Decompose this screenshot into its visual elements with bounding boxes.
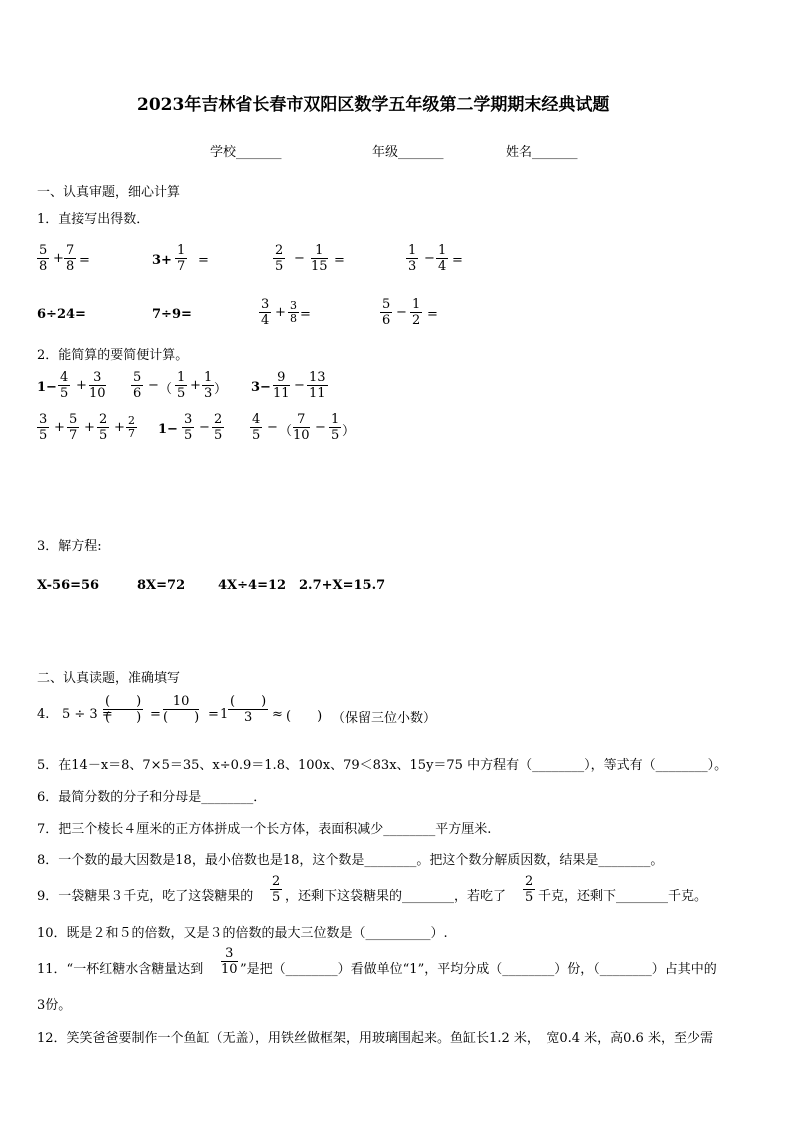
numerator: 3 bbox=[39, 412, 48, 427]
numerator: 10 bbox=[163, 694, 199, 710]
name-field: 姓名_______ bbox=[506, 145, 578, 160]
numerator: 3 bbox=[89, 370, 106, 386]
question-number: 4. bbox=[37, 707, 50, 722]
question-text: 9．一袋糖果３千克，吃了这袋糖果的 bbox=[37, 889, 254, 904]
operator: 3− bbox=[251, 380, 271, 395]
numerator: 4 bbox=[60, 370, 69, 385]
whole-number: 1 bbox=[220, 707, 229, 722]
equals: = bbox=[334, 253, 345, 268]
denominator: 3 bbox=[204, 386, 213, 401]
operator: 3+ bbox=[152, 253, 172, 268]
numerator: 1 bbox=[177, 243, 186, 258]
denominator: 5 bbox=[39, 428, 48, 443]
equation-1: X-56=56 bbox=[37, 578, 100, 593]
numerator: 2 bbox=[275, 243, 284, 258]
numerator: 1 bbox=[177, 370, 186, 385]
question-text: ”是把（________）看做单位“1”，平均分成（________）份，（________）占其中的 bbox=[240, 962, 717, 977]
operator: − bbox=[396, 305, 407, 320]
numerator: 3 bbox=[261, 297, 270, 312]
numerator: 3 bbox=[184, 412, 193, 427]
denominator: 7 bbox=[128, 427, 135, 440]
denominator: 5 bbox=[525, 890, 534, 905]
operator: − bbox=[199, 420, 210, 435]
numerator: 5 bbox=[133, 370, 142, 385]
numerator: 2 bbox=[272, 874, 281, 889]
operator: 1− bbox=[37, 380, 57, 395]
operator: − bbox=[424, 251, 435, 266]
section-1-heading: 一、认真审题，细心计算 bbox=[37, 185, 181, 200]
operator: − bbox=[267, 420, 278, 435]
numerator: 5 bbox=[382, 297, 391, 312]
equals: = bbox=[452, 253, 463, 268]
numerator: 1 bbox=[412, 297, 421, 312]
question-12: 12．笑笑爸爸要制作一个鱼缸（无盖），用铁丝做框架，用玻璃围起来。鱼缸长1.2 米， 宽0.4 米，高0.6 米，至少需 bbox=[37, 1031, 713, 1046]
numerator: 4 bbox=[252, 412, 261, 427]
denominator: 5 bbox=[252, 428, 261, 443]
numerator: 1 bbox=[204, 370, 213, 385]
denominator: 5 bbox=[60, 386, 69, 401]
denominator: 6 bbox=[133, 386, 142, 401]
numerator: 1 bbox=[408, 243, 417, 258]
numerator: 7 bbox=[66, 243, 75, 258]
question-6: 6．最简分数的分子和分母是________． bbox=[37, 790, 267, 805]
left-paren: （ bbox=[279, 424, 293, 439]
right-paren: ） bbox=[342, 424, 356, 439]
denominator: 7 bbox=[69, 428, 78, 443]
numerator: 2 bbox=[99, 412, 108, 427]
section-2-heading: 二、认真读题，准确填写 bbox=[37, 671, 181, 686]
numerator: 2 bbox=[214, 412, 223, 427]
school-field: 学校_______ bbox=[210, 145, 282, 160]
equals: = bbox=[300, 307, 311, 322]
denominator: 15 bbox=[311, 259, 328, 274]
denominator: 8 bbox=[66, 259, 75, 274]
equals: = bbox=[150, 707, 161, 722]
numerator: 5 bbox=[39, 243, 48, 258]
denominator: 6 bbox=[382, 313, 391, 328]
denominator: 4 bbox=[438, 259, 447, 274]
question-5: 5．在14－x＝8、7×5＝35、x÷0.9＝1.8、100x、79＜83x、15y＝75 中方程有（________），等式有（________）。 bbox=[37, 758, 728, 773]
question-8: 8．一个数的最大因数是18，最小倍数也是18，这个数是________。把这个数分解质因数，结果是________。 bbox=[37, 853, 664, 868]
left-paren: （ bbox=[159, 382, 173, 397]
numerator: 5 bbox=[69, 412, 78, 427]
question-10: 10．既是２和５的倍数，又是３的倍数的最大三位数是（__________）. bbox=[37, 926, 448, 941]
denominator: 4 bbox=[261, 313, 270, 328]
q1-item-5: 6÷24= bbox=[37, 307, 86, 322]
equals: = bbox=[208, 707, 219, 722]
blank[interactable]: ( ) bbox=[163, 710, 200, 725]
numerator: 3 bbox=[290, 299, 297, 312]
denominator: 5 bbox=[275, 259, 284, 274]
numerator: 3 bbox=[221, 946, 238, 962]
page-title: 2023年吉林省长春市双阳区数学五年级第二学期期末经典试题 bbox=[137, 95, 610, 115]
numerator: 2 bbox=[525, 874, 534, 889]
question-2-title: 2．能简算的要简便计算。 bbox=[37, 348, 189, 363]
approx-sign: ≈ bbox=[272, 707, 283, 722]
operator: − bbox=[148, 378, 159, 393]
denominator: 2 bbox=[412, 313, 421, 328]
denominator: 8 bbox=[290, 312, 297, 325]
denominator: 5 bbox=[272, 890, 281, 905]
operator: + bbox=[114, 420, 125, 435]
question-3-title: 3．解方程: bbox=[37, 539, 102, 554]
operator: + bbox=[76, 378, 87, 393]
operator: − bbox=[294, 378, 305, 393]
denominator: 11 bbox=[273, 386, 290, 401]
question-7: 7．把三个棱长４厘米的正方体拼成一个长方体，表面积减少________平方厘米. bbox=[37, 822, 492, 837]
denominator: 5 bbox=[214, 428, 223, 443]
equals: = bbox=[79, 253, 90, 268]
numerator: 13 bbox=[309, 370, 326, 385]
denominator: 10 bbox=[293, 428, 310, 443]
denominator: 5 bbox=[177, 386, 186, 401]
blank[interactable]: ( ) bbox=[230, 694, 267, 709]
denominator: 5 bbox=[99, 428, 108, 443]
question-1-title: 1．直接写出得数． bbox=[37, 212, 150, 227]
question-text: 3份。 bbox=[37, 998, 72, 1013]
question-text: 千克，还剩下________千克。 bbox=[538, 889, 708, 904]
denominator: 8 bbox=[39, 259, 48, 274]
blank[interactable]: ( ) bbox=[105, 694, 142, 709]
question-text: ，还剩下这袋糖果的________，若吃了 bbox=[285, 889, 507, 904]
operator: + bbox=[54, 420, 65, 435]
numerator: 1 bbox=[311, 243, 328, 259]
numerator: 9 bbox=[273, 370, 290, 386]
denominator: 11 bbox=[309, 386, 326, 401]
operator: 1− bbox=[158, 422, 178, 437]
denominator: 3 bbox=[408, 259, 417, 274]
operator: + bbox=[275, 305, 286, 320]
denominator: 5 bbox=[331, 428, 340, 443]
q1-item-6: 7÷9= bbox=[152, 307, 192, 322]
equals: = bbox=[427, 307, 438, 322]
denominator: 3 bbox=[243, 710, 253, 725]
answer-blank[interactable]: ( ) bbox=[286, 709, 323, 724]
denominator: 7 bbox=[177, 259, 186, 274]
denominator: 5 bbox=[184, 428, 193, 443]
operator: − bbox=[294, 251, 305, 266]
denominator: 10 bbox=[89, 386, 106, 401]
grade-field: 年级_______ bbox=[372, 145, 444, 160]
numerator: 2 bbox=[128, 414, 135, 427]
question-text: 11．“一杯红糖水含糖量达到 bbox=[37, 962, 204, 977]
denominator: 10 bbox=[221, 962, 238, 977]
operator: + bbox=[190, 378, 201, 393]
operator: + bbox=[53, 251, 64, 266]
blank[interactable]: ( ) bbox=[105, 710, 142, 725]
equation-2: 8X=72 bbox=[137, 578, 186, 593]
operator: − bbox=[315, 420, 326, 435]
numerator: 1 bbox=[438, 243, 447, 258]
equals: = bbox=[198, 253, 209, 268]
operator: + bbox=[84, 420, 95, 435]
numerator: 1 bbox=[331, 412, 340, 427]
equation-4: 2.7+X=15.7 bbox=[299, 578, 386, 593]
right-paren: ） bbox=[214, 382, 228, 397]
expression: 5 ÷ 3 = bbox=[62, 707, 113, 722]
equation-3: 4X÷4=12 bbox=[218, 578, 287, 593]
note: （保留三位小数） bbox=[332, 711, 437, 726]
numerator: 7 bbox=[293, 412, 310, 428]
